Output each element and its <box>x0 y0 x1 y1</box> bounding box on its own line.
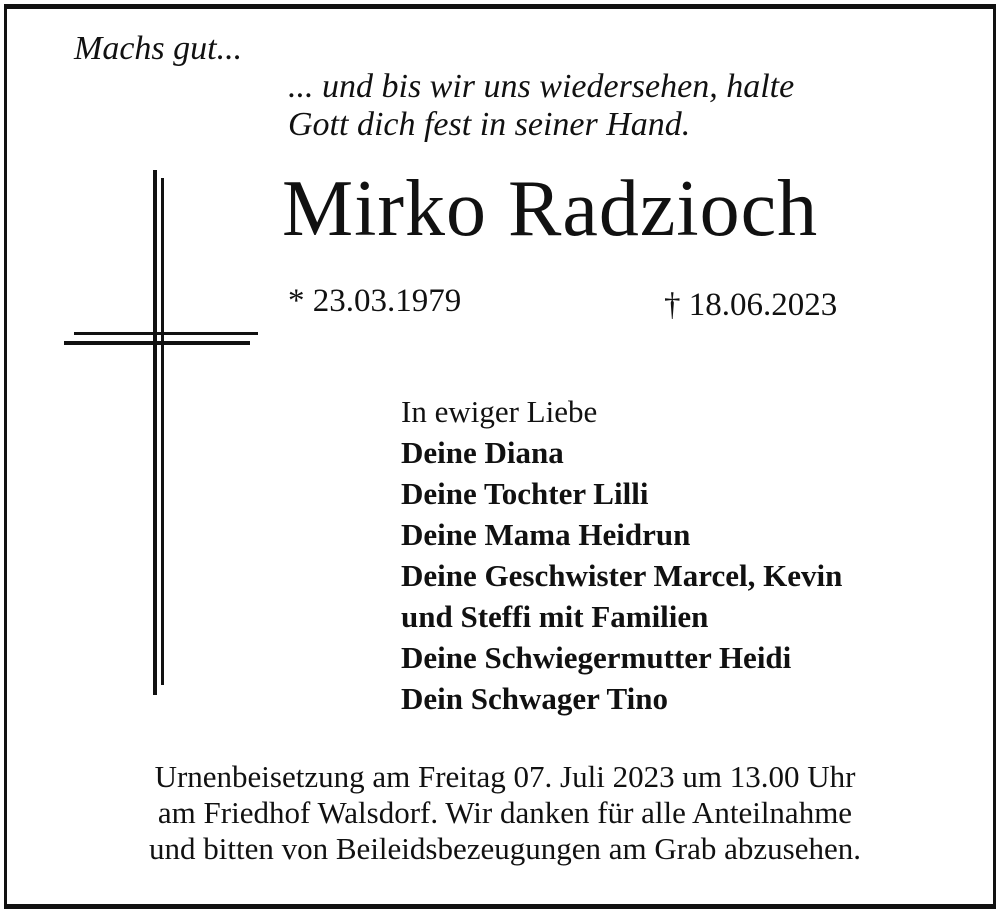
funeral-notice-line: und bitten von Beileidsbezeugungen am Grab abzusehen. <box>149 831 861 866</box>
mourners-list <box>401 391 842 719</box>
funeral-notice-line: Urnenbeisetzung am Freitag 07. Juli 2023 um 13.00 Uhr <box>154 759 856 794</box>
mourner-name: Dein Schwager Tino <box>401 681 668 716</box>
mourner-name: Deine Tochter Lilli <box>401 476 649 511</box>
mourner-name: Deine Diana <box>401 435 564 470</box>
motto-verse <box>288 68 794 144</box>
mourner-name: Deine Mama Heidrun <box>401 517 691 552</box>
motto-verse-line: Gott dich fest in seiner Hand. <box>288 106 691 143</box>
deceased-name: Mirko Radzioch <box>282 165 819 253</box>
motto-verse-line: ... und bis wir uns wiedersehen, halte <box>288 68 795 105</box>
motto-opening: Machs gut... <box>74 30 243 67</box>
mourner-name: Deine Schwiegermutter Heidi <box>401 640 792 675</box>
funeral-notice-line: am Friedhof Walsdorf. Wir danken für alle Anteilnahme <box>157 795 853 830</box>
funeral-notice <box>100 759 910 867</box>
latin-cross-icon <box>60 170 260 695</box>
birth-date: * 23.03.1979 <box>288 283 462 319</box>
mourner-name: und Steffi mit Familien <box>401 599 709 634</box>
mourner-name: Deine Geschwister Marcel, Kevin <box>401 558 843 593</box>
mourners-lead: In ewiger Liebe <box>401 394 598 429</box>
death-date: † 18.06.2023 <box>664 287 838 323</box>
